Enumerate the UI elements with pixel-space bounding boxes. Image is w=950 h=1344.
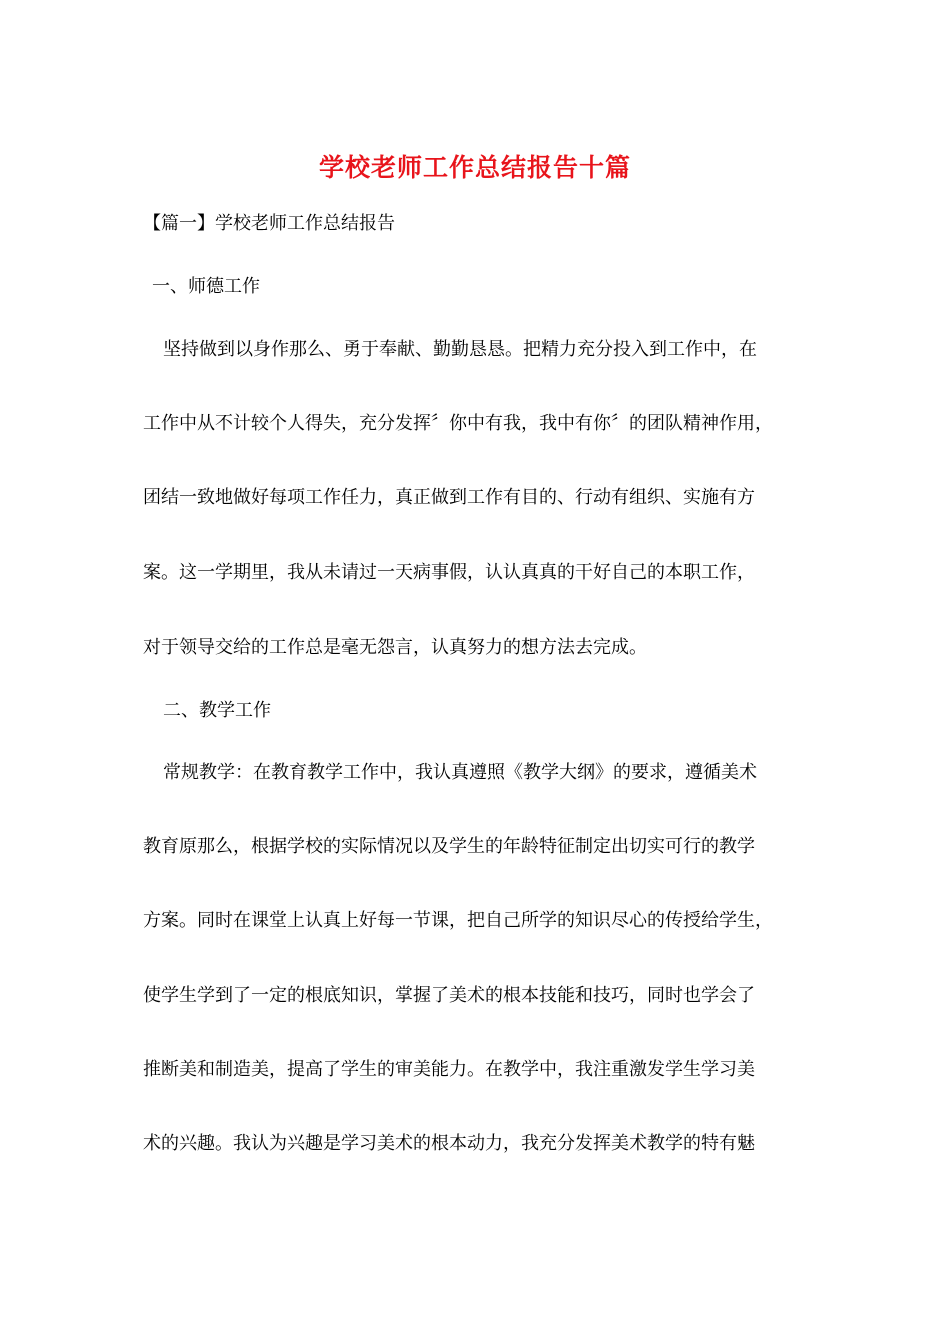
paragraph-line: 坚持做到以身作那么、勇于奉献、勤勤恳恳。把精力充分投入到工作中，在 <box>163 339 757 360</box>
paragraph-line: 方案。同时在课堂上认真上好每一节课，把自己所学的知识尽心的传授给学生， <box>143 910 773 931</box>
paragraph-line: 工作中从不计较个人得失，充分发挥〞你中有我，我中有你〞的团队精神作用， <box>143 413 773 434</box>
paragraph-line: 术的兴趣。我认为兴趣是学习美术的根本动力，我充分发挥美术教学的特有魅 <box>143 1133 755 1154</box>
chapter-heading: 【篇一】学校老师工作总结报告 <box>143 213 395 234</box>
paragraph-line: 案。这一学期里，我从未请过一天病事假，认认真真的干好自己的本职工作， <box>143 562 755 583</box>
paragraph-line: 使学生学到了一定的根底知识，掌握了美术的根本技能和技巧，同时也学会了 <box>143 985 755 1006</box>
paragraph-line: 团结一致地做好每项工作任力，真正做到工作有目的、行动有组织、实施有方 <box>143 487 755 508</box>
paragraph-line: 推断美和制造美，提高了学生的审美能力。在教学中，我注重激发学生学习美 <box>143 1059 755 1080</box>
section-heading-ethics: 一、师德工作 <box>152 276 260 297</box>
paragraph-line: 对于领导交给的工作总是毫无怨言，认真努力的想方法去完成。 <box>143 637 647 658</box>
paragraph-line: 常规教学：在教育教学工作中，我认真遵照《教学大纲》的要求，遵循美术 <box>163 762 757 783</box>
paragraph-line: 教育原那么，根据学校的实际情况以及学生的年龄特征制定出切实可行的教学 <box>143 836 755 857</box>
section-heading-teaching: 二、教学工作 <box>163 700 271 721</box>
document-title: 学校老师工作总结报告十篇 <box>318 153 631 182</box>
